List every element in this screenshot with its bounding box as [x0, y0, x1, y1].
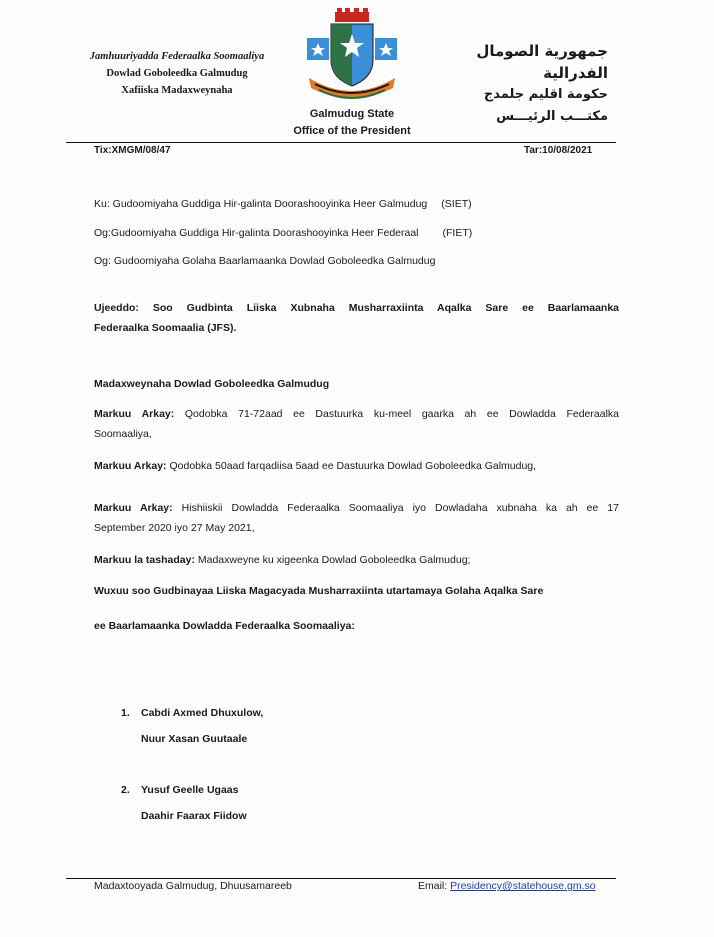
- galmudug-emblem-icon: [297, 8, 407, 108]
- footer-divider: [66, 878, 616, 879]
- clause-2-line-1: Qodobka 50aad farqadiisa 5aad ee Dastuurka Dowlad Goboleedka Galmudug,: [169, 460, 537, 472]
- header-left-line-3: Xafiiska Madaxweynaha: [121, 85, 233, 96]
- candidate-1-number: 1.: [121, 707, 130, 719]
- header-right-arabic: [418, 40, 608, 128]
- header-right-line-3: مكتـــب الرئيـــس: [496, 109, 608, 124]
- header-left-line-2: Dowlad Goboleedka Galmudug: [106, 68, 248, 79]
- clause-3-line-1: Hishiiskii Dowladda Federaalka Soomaaliya iyo Dowladaha xubnaha ka ah ee 17: [181, 502, 619, 514]
- footer-email-label: Email:: [418, 880, 448, 892]
- declaration-line-2: ee Baarlamaanka Dowladda Federaalka Soomaaliya:: [94, 620, 355, 632]
- header-center-line-1: Galmudug State: [309, 108, 395, 120]
- footer-email-link[interactable]: Presidency@statehouse.gm.so: [450, 880, 596, 892]
- candidate-2-name-1: Yusuf Geelle Ugaas: [141, 784, 239, 796]
- header-right-line-2: حكومة اقليم جلمدج: [483, 87, 608, 102]
- subject: [94, 298, 619, 338]
- letter-date: Tar:10/08/2021: [524, 145, 593, 156]
- clause-3: [94, 498, 619, 538]
- clause-3-line-2: September 2020 iyo 27 May 2021,: [94, 522, 255, 534]
- footer-email: [418, 880, 596, 892]
- clause-4: [94, 550, 619, 570]
- footer-address: Madaxtooyada Galmudug, Dhuusamareeb: [94, 880, 292, 892]
- header-divider: [66, 142, 616, 143]
- clause-1: [94, 404, 619, 444]
- declaration-line-1: Wuxuu soo Gudbinayaa Liiska Magacyada Musharraxiinta utartamaya Golaha Aqalka Sare: [94, 585, 544, 597]
- subject-line-1: Ujeeddo: Soo Gudbinta Liiska Xubnaha Musharraxiinta Aqalka Sare ee Baarlamaanka: [94, 302, 619, 314]
- clause-1-label: Markuu Arkay:: [94, 408, 175, 420]
- reference-number: Tix:XMGM/08/47: [94, 145, 171, 156]
- clause-2-label: Markuu Arkay:: [94, 460, 167, 472]
- header-center-line-2: Office of the President: [293, 125, 411, 137]
- issuer: Madaxweynaha Dowlad Goboleedka Galmudug: [94, 378, 330, 390]
- candidate-2-name-2: Daahir Faarax Fiidow: [141, 810, 247, 822]
- header-left-somali: [72, 48, 282, 99]
- header-left-line-1: Jamhuuriyadda Federaalka Soomaaliya: [89, 51, 265, 62]
- clause-3-label: Markuu Arkay:: [94, 502, 173, 514]
- addressee-1: Ku: Gudoomiyaha Guddiga Hir-galinta Doorashooyinka Heer Galmudug (SIET): [94, 198, 472, 210]
- candidate-1-name-2: Nuur Xasan Guutaale: [141, 733, 248, 745]
- clause-1-line-1: Qodobka 71-72aad ee Dastuurka ku-meel gaarka ah ee Dowladda Federaalka: [184, 408, 619, 420]
- addressee-3: Og: Gudoomiyaha Golaha Baarlamaanka Dowlad Goboleedka Galmudug: [94, 255, 436, 267]
- clause-2: [94, 456, 619, 476]
- addressee-2: Og:Gudoomiyaha Guddiga Hir-galinta Doorashooyinka Heer Federaal (FIET): [94, 227, 473, 239]
- clause-4-line-1: Madaxweyne ku xigeenka Dowlad Goboleedka Galmudug;: [197, 554, 471, 566]
- header-right-line-1: جمهورية الصومال الفدرالية: [476, 42, 608, 82]
- clause-4-label: Markuu la tashaday:: [94, 554, 195, 566]
- subject-line-2: Federaalka Soomaalia (JFS).: [94, 322, 237, 334]
- clause-1-line-2: Soomaaliya,: [94, 428, 152, 440]
- candidate-2-number: 2.: [121, 784, 130, 796]
- header-center-english: [262, 106, 442, 140]
- candidate-1-name-1: Cabdi Axmed Dhuxulow,: [141, 707, 264, 719]
